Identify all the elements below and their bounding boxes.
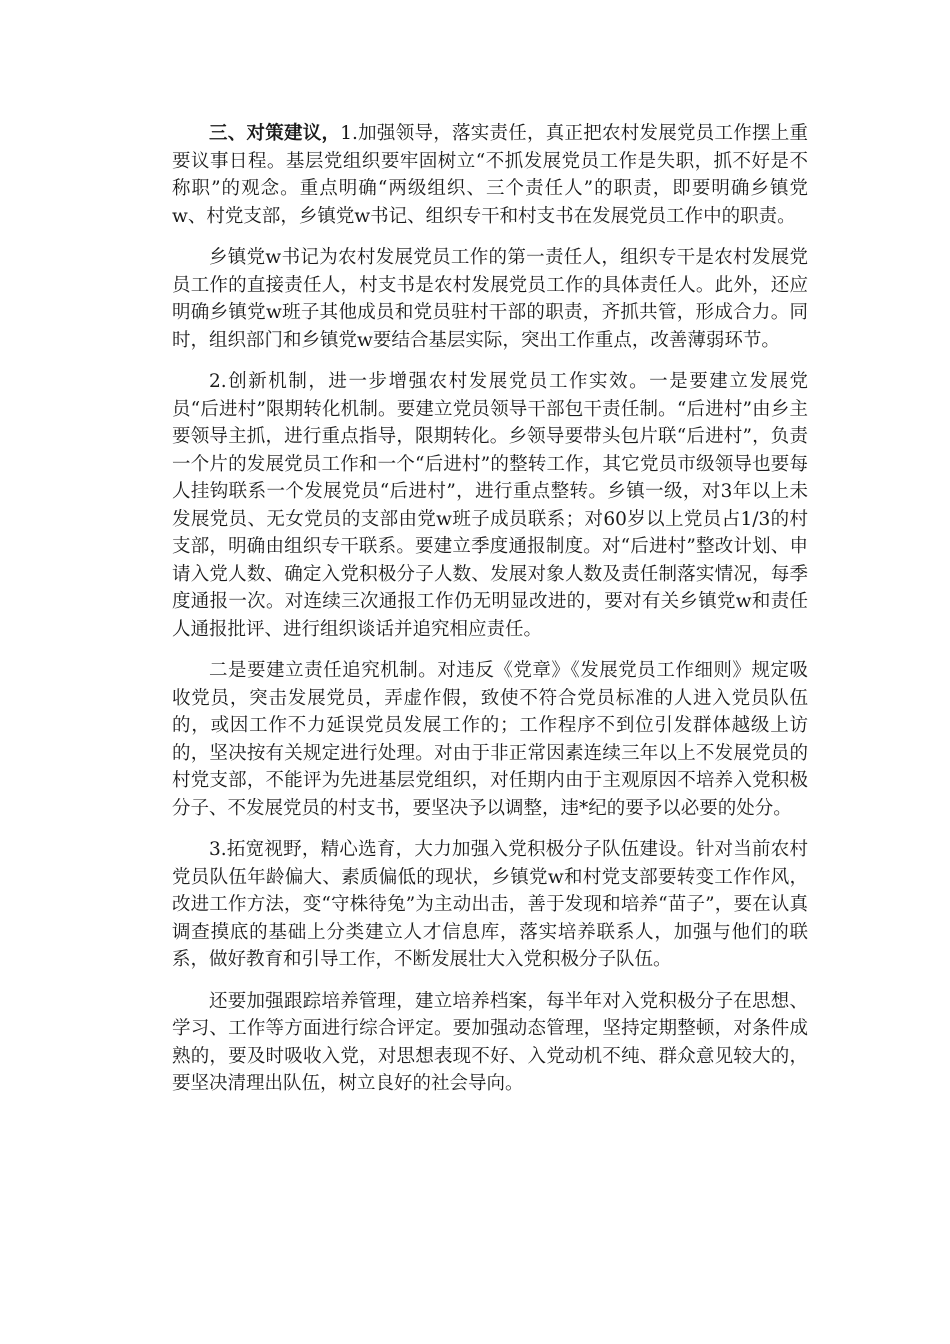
paragraph-innovation-mechanism: 2.创新机制，进一步增强农村发展党员工作实效。一是要建立发展党员“后进村”限期转化机制。要建立党员领导干部包干责任制。“后进村”由乡主要领导主抓，进行重点指导，限期转化。乡领导要带头包片联“后进村”，负责一个片的发展党员工作和一个“后进村”的整转工作，其它党员市级领导也要每人挂钩联系一个发展党员“后进村”，进行重点整转。乡镇一级，对3年以上未发展党员、无女党员的支部由党w班子成员联系；对60岁以上党员占1/3的村支部，明确由组织专干联系。要建立季度通报制度。对“后进村”整改计划、申请入党人数、确定入党积极分子人数、发展对象人数及责任制落实情况，每季度通报一次。对连续三次通报工作仍无明显改进的，要对有关乡镇党w和责任人通报批评、进行组织谈话并追究相应责任。 xyxy=(172,371,808,640)
paragraph-countermeasures xyxy=(172,120,808,230)
document-body xyxy=(172,120,808,1112)
paragraph-text: 1.加强领导，落实责任，真正把农村发展党员工作摆上重要议事日程。基层党组织要牢固树立“不抓发展党员工作是失职，抓不好是不称职”的观念。重点明确“两级组织、三个责任人”的职责，即要明确乡镇党w、村党支部，乡镇党w书记、组织专干和村支书在发展党员工作中的职责。 xyxy=(172,123,808,227)
paragraph-broaden-vision: 3.拓宽视野，精心选育，大力加强入党积极分子队伍建设。针对当前农村党员队伍年龄偏大、素质偏低的现状，乡镇党w和村党支部要转变工作作风，改进工作方法，变“守株待兔”为主动出击，善于发现和培养“苗子”，要在认真调查摸底的基础上分类建立人才信息库，落实培养联系人，加强与他们的联系，做好教育和引导工作，不断发展壮大入党积极分子队伍。 xyxy=(172,839,808,970)
paragraph-accountability: 二是要建立责任追究机制。对违反《党章》《发展党员工作细则》规定吸收党员，突击发展党员，弄虚作假，致使不符合党员标准的人进入党员队伍的，或因工作不力延误党员发展工作的；工作程序不到位引发群体越级上访的，坚决按有关规定进行处理。对由于非正常因素连续三年以上不发展党员的村党支部，不能评为先进基层党组织，对任期内由于主观原因不培养入党积极分子、不发展党员的村支书，要坚决予以调整，违*纪的要予以必要的处分。 xyxy=(172,660,808,819)
paragraph-tracking-management: 还要加强跟踪培养管理，建立培养档案，每半年对入党积极分子在思想、学习、工作等方面进行综合评定。要加强动态管理，坚持定期整顿，对条件成熟的，要及时吸收入党，对思想表现不好、入党动机不纯、群众意见较大的，要坚决清理出队伍，树立良好的社会导向。 xyxy=(172,990,808,1094)
paragraph-responsibility: 乡镇党w书记为农村发展党员工作的第一责任人，组织专干是农村发展党员工作的直接责任人，村支书是农村发展党员工作的具体责任人。此外，还应明确乡镇党w班子其他成员和党员驻村干部的职责，齐抓共管，形成合力。同时，组织部门和乡镇党w要结合基层实际，突出工作重点，改善薄弱环节。 xyxy=(172,247,808,351)
section-heading: 三、对策建议， xyxy=(209,123,341,144)
